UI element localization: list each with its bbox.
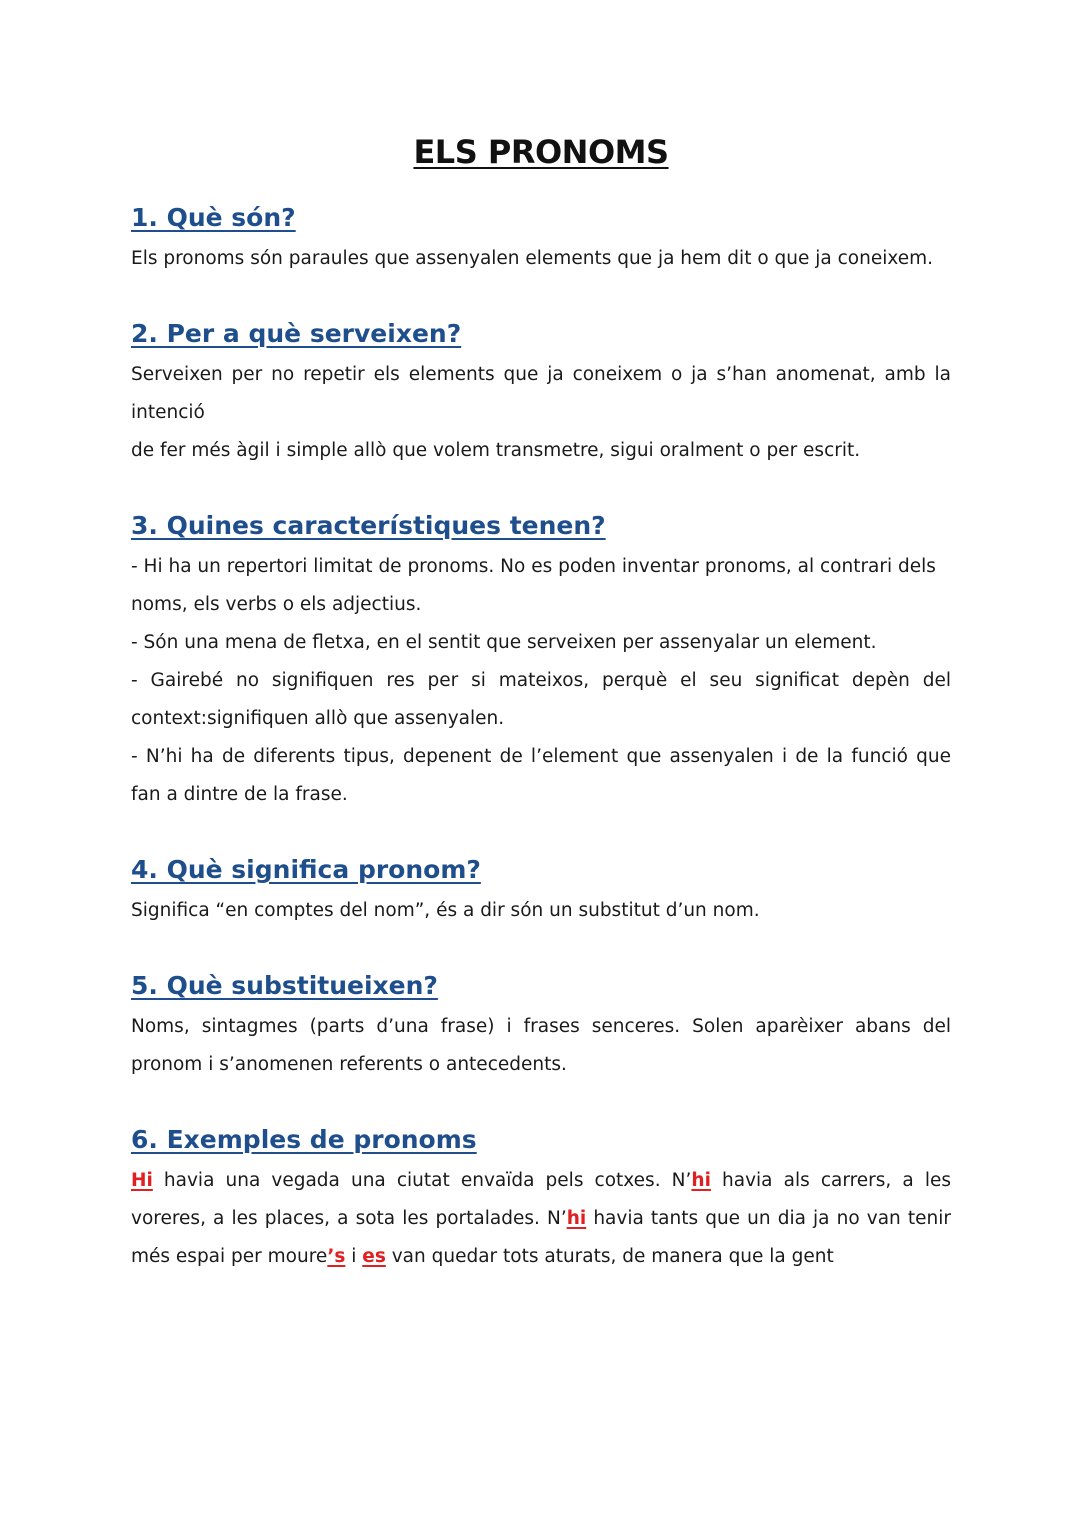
section-3-bullet-4: - N’hi ha de diferents tipus, depenent de l’element que assenyalen i de la funció que fan a dintre de la frase. — [131, 746, 951, 805]
section-heading-1: 1. Què són? — [131, 203, 296, 232]
section-heading-5: 5. Què substitueixen? — [131, 971, 438, 1000]
example-pronoun: es — [362, 1246, 386, 1267]
section-2 — [131, 312, 951, 470]
section-1-text: Els pronoms són paraules que assenyalen elements que ja hem dit o que ja coneixem. — [131, 248, 934, 269]
section-heading-6: 6. Exemples de pronoms — [131, 1125, 477, 1154]
example-text: havia una vegada una ciutat envaïda pels cotxes. N’ — [152, 1170, 692, 1191]
section-3 — [131, 504, 951, 814]
section-heading-4: 4. Què significa pronom? — [131, 855, 481, 884]
document-page — [131, 128, 951, 1310]
section-2-text-line-2: de fer més àgil i simple allò que volem transmetre, sigui oralment o per escrit. — [131, 440, 861, 461]
section-heading-3: 3. Quines característiques tenen? — [131, 511, 606, 540]
section-1 — [131, 196, 951, 278]
example-pronoun: ’s — [327, 1246, 346, 1267]
example-paragraph — [131, 1162, 951, 1276]
example-pronoun: hi — [566, 1208, 587, 1229]
example-text: havia als carrers, a les voreres, a les places, a sota les portalades. N’ — [131, 1170, 952, 1229]
section-5-text: Noms, sintagmes (parts d’una frase) i frases senceres. Solen aparèixer abans del pronom i s’anomenen referents o antecedents. — [131, 1016, 951, 1075]
example-text: havia tants que un dia ja no van tenir més espai per moure — [131, 1208, 951, 1267]
section-3-bullet-2: - Són una mena de fletxa, en el sentit que serveixen per assenyalar un element. — [131, 632, 877, 653]
example-text: i — [345, 1246, 363, 1267]
section-4 — [131, 848, 951, 930]
example-text: van quedar tots aturats, de manera que la gent — [385, 1246, 834, 1267]
section-2-text-line-1: Serveixen per no repetir els elements que ja coneixem o ja s’han anomenat, amb la intenció — [131, 364, 951, 423]
section-3-bullet-1-continued: noms, els verbs o els adjectius. — [131, 594, 422, 615]
example-pronoun: hi — [691, 1170, 711, 1191]
section-5 — [131, 964, 951, 1084]
page-title: ELS PRONOMS — [413, 133, 669, 171]
section-6 — [131, 1118, 951, 1276]
section-3-bullet-3: - Gairebé no signifiquen res per si mateixos, perquè el seu significat depèn del context:signifiquen allò que assenyalen. — [131, 670, 951, 729]
example-pronoun: Hi — [131, 1170, 153, 1191]
section-3-bullet-1: - Hi ha un repertori limitat de pronoms. No es poden inventar pronoms, al contrari dels — [131, 556, 936, 577]
section-heading-2: 2. Per a què serveixen? — [131, 319, 462, 348]
section-4-text: Significa “en comptes del nom”, és a dir són un substitut d’un nom. — [131, 900, 760, 921]
